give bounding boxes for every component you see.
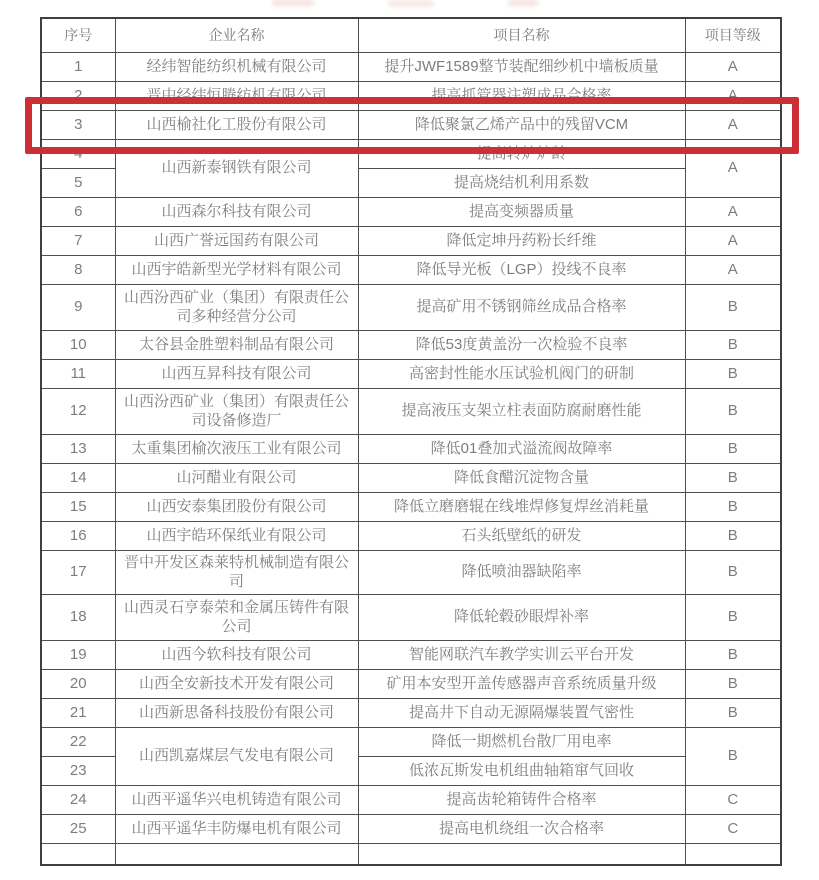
table-row: [41, 52, 781, 81]
row-number-cell: 25: [41, 814, 115, 843]
table-row: [41, 434, 781, 463]
table-row: [41, 814, 781, 843]
project-name-cell: 提高烧结机利用系数: [358, 168, 685, 197]
project-grade-cell: A: [685, 139, 781, 197]
table-row: [41, 139, 781, 168]
row-number-cell: 2: [41, 81, 115, 110]
table-row: [41, 330, 781, 359]
row-number-cell: 19: [41, 640, 115, 669]
company-name-cell: 晋中经纬恒腾纺机有限公司: [115, 81, 358, 110]
company-name-cell: 太谷县金胜塑料制品有限公司: [115, 330, 358, 359]
company-name-cell: 山西全安新技术开发有限公司: [115, 669, 358, 698]
project-grade-cell: B: [685, 434, 781, 463]
row-number-cell: 12: [41, 388, 115, 434]
row-number-cell: 18: [41, 594, 115, 640]
company-name-cell: 山西灵石亨泰荣和金属压铸件有限公司: [115, 594, 358, 640]
project-name-cell: 提高抓管器注塑成品合格率: [358, 81, 685, 110]
header-serial-number: 序号: [41, 18, 115, 52]
project-name-cell: 提高液压支架立柱表面防腐耐磨性能: [358, 388, 685, 434]
project-grade-cell: A: [685, 226, 781, 255]
project-name-cell: 降低01叠加式溢流阀故障率: [358, 434, 685, 463]
header-project-name: 项目名称: [358, 18, 685, 52]
project-name-cell: 矿用本安型开盖传感器声音系统质量升级: [358, 669, 685, 698]
table-row: [41, 594, 781, 640]
table-row: [41, 843, 781, 865]
project-name-cell: 降低聚氯乙烯产品中的残留VCM: [358, 110, 685, 139]
row-number-cell: 20: [41, 669, 115, 698]
row-number-cell: 22: [41, 727, 115, 756]
header-company-name: 企业名称: [115, 18, 358, 52]
project-grade-cell: B: [685, 727, 781, 785]
row-number-cell: 1: [41, 52, 115, 81]
project-grade-cell: B: [685, 359, 781, 388]
project-name-cell: 提高变频器质量: [358, 197, 685, 226]
company-name-cell: 山西宇皓新型光学材料有限公司: [115, 255, 358, 284]
company-name-cell: 山西新思备科技股份有限公司: [115, 698, 358, 727]
row-number-cell: 7: [41, 226, 115, 255]
company-name-cell: 山西广誉远国药有限公司: [115, 226, 358, 255]
project-grade-cell: B: [685, 698, 781, 727]
company-name-cell: 山西榆社化工股份有限公司: [115, 110, 358, 139]
project-name-cell: 降低轮毂砂眼焊补率: [358, 594, 685, 640]
company-name-cell: 山西森尔科技有限公司: [115, 197, 358, 226]
project-name-cell: 石头纸壁纸的研发: [358, 521, 685, 550]
company-name-cell: 山西今软科技有限公司: [115, 640, 358, 669]
project-grade-cell: B: [685, 463, 781, 492]
row-number-cell: 24: [41, 785, 115, 814]
company-name-cell: 山西平遥华丰防爆电机有限公司: [115, 814, 358, 843]
project-name-cell: [358, 843, 685, 865]
table-row: [41, 669, 781, 698]
row-number-cell: 8: [41, 255, 115, 284]
company-name-cell: 山西宇皓环保纸业有限公司: [115, 521, 358, 550]
table-row: [41, 785, 781, 814]
row-number-cell: 23: [41, 756, 115, 785]
project-grade-cell: A: [685, 110, 781, 139]
company-name-cell: 山西凯嘉煤层气发电有限公司: [115, 727, 358, 785]
table-row: [41, 492, 781, 521]
row-number-cell: 16: [41, 521, 115, 550]
project-name-cell: 降低食醋沉淀物含量: [358, 463, 685, 492]
row-number-cell: [41, 843, 115, 865]
row-number-cell: 13: [41, 434, 115, 463]
project-name-cell: 提高井下自动无源隔爆装置气密性: [358, 698, 685, 727]
project-grade-cell: C: [685, 785, 781, 814]
table-row: [41, 727, 781, 756]
row-number-cell: 6: [41, 197, 115, 226]
table-row: [41, 226, 781, 255]
row-number-cell: 21: [41, 698, 115, 727]
project-grade-cell: [685, 843, 781, 865]
project-name-cell: 高密封性能水压试验机阀门的研制: [358, 359, 685, 388]
table-row: [41, 81, 781, 110]
project-grade-cell: A: [685, 81, 781, 110]
project-grade-cell: A: [685, 255, 781, 284]
table-row: [41, 550, 781, 594]
company-name-cell: 山西平遥华兴电机铸造有限公司: [115, 785, 358, 814]
project-grade-cell: A: [685, 197, 781, 226]
table-row: [41, 110, 781, 139]
project-name-cell: 提高电机绕组一次合格率: [358, 814, 685, 843]
row-number-cell: 11: [41, 359, 115, 388]
company-name-cell: 经纬智能纺织机械有限公司: [115, 52, 358, 81]
project-name-cell: 提升JWF1589整节装配细纱机中墙板质量: [358, 52, 685, 81]
row-number-cell: 4: [41, 139, 115, 168]
company-name-cell: 山河醋业有限公司: [115, 463, 358, 492]
company-name-cell: 山西汾西矿业（集团）有限责任公司多种经营分公司: [115, 284, 358, 330]
header-project-grade: 项目等级: [685, 18, 781, 52]
company-name-cell: 晋中开发区森莱特机械制造有限公司: [115, 550, 358, 594]
project-name-cell: 降低定坤丹药粉长纤维: [358, 226, 685, 255]
table-row: [41, 255, 781, 284]
cropped-title-remnant: [508, 0, 538, 6]
table-row: [41, 521, 781, 550]
project-name-cell: 降低喷油器缺陷率: [358, 550, 685, 594]
table-row: [41, 197, 781, 226]
cropped-title-remnant: [272, 0, 314, 6]
company-name-cell: 山西新泰钢铁有限公司: [115, 139, 358, 197]
row-number-cell: 10: [41, 330, 115, 359]
project-grade-cell: B: [685, 669, 781, 698]
row-number-cell: 15: [41, 492, 115, 521]
project-grade-cell: B: [685, 521, 781, 550]
project-name-cell: 降低导光板（LGP）投线不良率: [358, 255, 685, 284]
project-name-cell: 降低53度黄盖汾一次检验不良率: [358, 330, 685, 359]
project-name-cell: 提高转炉炉龄: [358, 139, 685, 168]
project-name-cell: 低浓瓦斯发电机组曲轴箱窜气回收: [358, 756, 685, 785]
project-grade-cell: C: [685, 814, 781, 843]
project-name-cell: 提高齿轮箱铸件合格率: [358, 785, 685, 814]
project-name-cell: 提高矿用不锈钢筛丝成品合格率: [358, 284, 685, 330]
project-name-cell: 智能网联汽车教学实训云平台开发: [358, 640, 685, 669]
project-name-cell: 降低立磨磨辊在线堆焊修复焊丝消耗量: [358, 492, 685, 521]
table-row: [41, 463, 781, 492]
company-name-cell: 山西汾西矿业（集团）有限责任公司设备修造厂: [115, 388, 358, 434]
project-grade-cell: B: [685, 594, 781, 640]
company-name-cell: [115, 843, 358, 865]
project-name-cell: 降低一期燃机台散厂用电率: [358, 727, 685, 756]
company-name-cell: 山西互昇科技有限公司: [115, 359, 358, 388]
row-number-cell: 17: [41, 550, 115, 594]
row-number-cell: 14: [41, 463, 115, 492]
table-row: [41, 359, 781, 388]
company-name-cell: 太重集团榆次液压工业有限公司: [115, 434, 358, 463]
project-grade-cell: B: [685, 388, 781, 434]
table-row: [41, 388, 781, 434]
table-row: [41, 698, 781, 727]
project-grade-cell: B: [685, 284, 781, 330]
project-grade-cell: A: [685, 52, 781, 81]
project-grade-table: [40, 17, 782, 866]
project-grade-cell: B: [685, 550, 781, 594]
project-grade-cell: B: [685, 640, 781, 669]
row-number-cell: 5: [41, 168, 115, 197]
header-row: [41, 18, 781, 52]
row-number-cell: 3: [41, 110, 115, 139]
table-row: [41, 640, 781, 669]
row-number-cell: 9: [41, 284, 115, 330]
company-name-cell: 山西安泰集团股份有限公司: [115, 492, 358, 521]
project-grade-cell: B: [685, 330, 781, 359]
project-grade-cell: B: [685, 492, 781, 521]
table-row: [41, 284, 781, 330]
cropped-title-remnant: [388, 0, 434, 7]
